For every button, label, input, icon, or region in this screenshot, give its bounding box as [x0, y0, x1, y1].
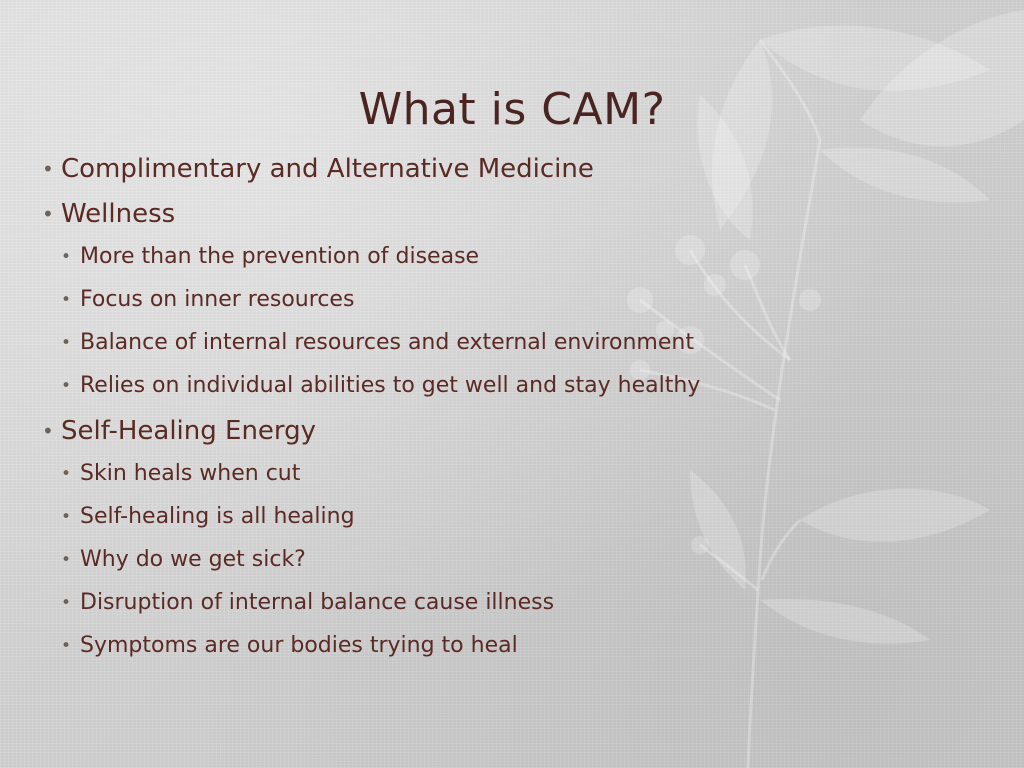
bullet-text: Complimentary and Alternative Medicine: [61, 154, 594, 184]
bullet-item: [42, 412, 802, 457]
sub-bullet-text: Disruption of internal balance cause illness: [80, 590, 555, 615]
sub-bullet-text: Self-healing is all healing: [80, 504, 355, 529]
sub-bullet-item: [61, 369, 802, 412]
bullet-dot-icon: •: [42, 419, 54, 443]
bullet-text: Wellness: [61, 199, 176, 229]
sub-bullet-item: [61, 543, 802, 586]
sub-bullet-item: [61, 283, 802, 326]
sub-bullet-item: [61, 457, 802, 500]
bullet-dot-icon: •: [61, 290, 72, 310]
bullet-dot-icon: •: [61, 376, 72, 396]
bullet-dot-icon: •: [61, 464, 72, 484]
sub-bullet-item: [61, 240, 802, 283]
sub-bullet-text: Skin heals when cut: [80, 461, 301, 486]
sub-bullet-text: Relies on individual abilities to get well and stay healthy: [80, 373, 701, 398]
sub-bullet-text: More than the prevention of disease: [80, 244, 480, 269]
slide-title: What is CAM?: [358, 84, 666, 135]
bullet-dot-icon: •: [61, 333, 72, 353]
bullet-list: [42, 150, 802, 672]
bullet-dot-icon: •: [61, 507, 72, 527]
bullet-dot-icon: •: [42, 202, 54, 226]
bullet-item: [42, 150, 802, 195]
bullet-dot-icon: •: [42, 157, 54, 181]
sub-bullet-text: Why do we get sick?: [80, 547, 306, 572]
bullet-dot-icon: •: [61, 247, 72, 267]
sub-bullet-item: [61, 629, 802, 672]
bullet-dot-icon: •: [61, 636, 72, 656]
bullet-dot-icon: •: [61, 593, 72, 613]
sub-bullet-item: [61, 326, 802, 369]
sub-bullet-text: Balance of internal resources and external environment: [80, 330, 694, 355]
bullet-item: [42, 195, 802, 240]
sub-bullet-text: Focus on inner resources: [80, 287, 355, 312]
sub-bullet-item: [61, 500, 802, 543]
sub-bullet-item: [61, 586, 802, 629]
bullet-dot-icon: •: [61, 550, 72, 570]
bullet-text: Self-Healing Energy: [61, 416, 317, 446]
sub-bullet-text: Symptoms are our bodies trying to heal: [80, 633, 518, 658]
